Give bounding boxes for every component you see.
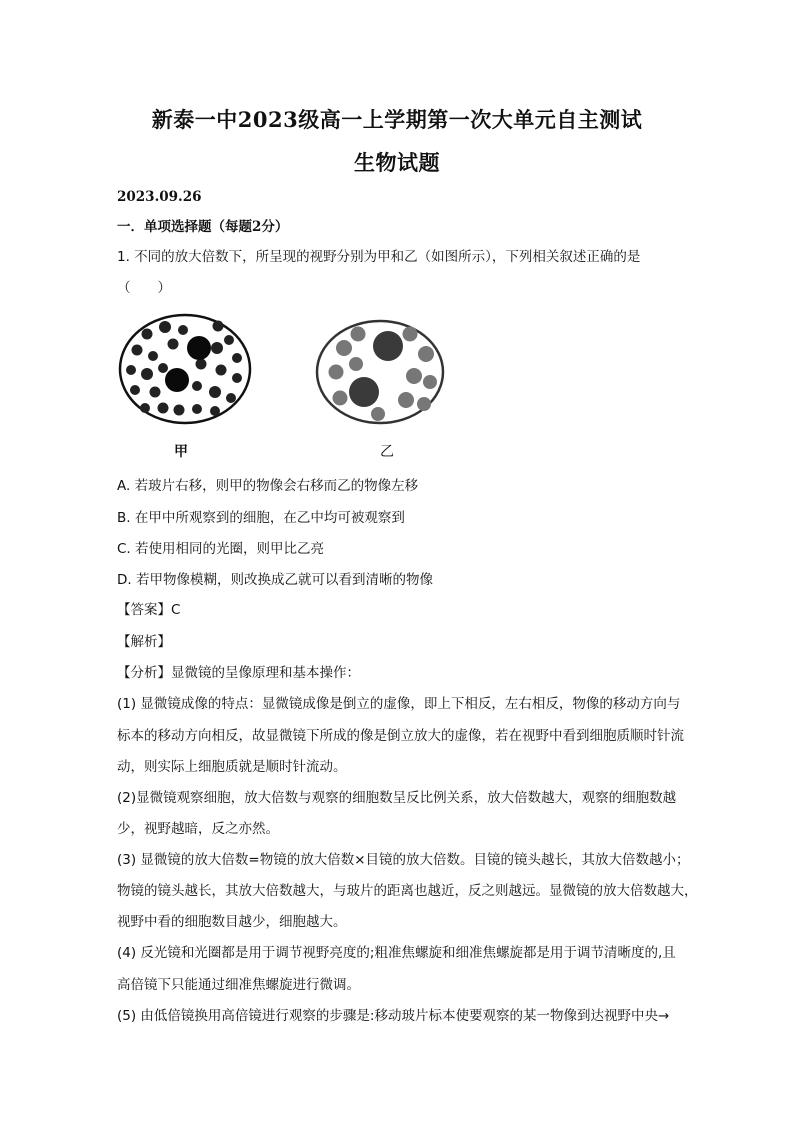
figure-label-b: 乙 [380,444,394,460]
option-a: A. 若玻片右移，则甲的物像会右移而乙的物像左移 [117,478,419,494]
analysis-line: 动，则实际上细胞质就是顺时针流动。 [117,759,347,775]
analysis-heading: 【解析】 [117,634,171,650]
question-stem: 1. 不同的放大倍数下，所呈现的视野分别为甲和乙（如图所示），下列相关叙述正确的是 [117,249,641,265]
section-heading: 一．单项选择题（每题2分） [117,219,289,235]
analysis-line: 少，视野越暗，反之亦然。 [117,821,279,837]
answer-line: 【答案】C [117,602,181,618]
analysis-line: (1) 显微镜成像的特点：显微镜成像是倒立的虚像，即上下相反，左右相反，物像的移动方向与 [117,696,681,712]
analysis-line: 物镜的镜头越长，其放大倍数越大，与玻片的距离也越近，反之则越远。显微镜的放大倍数越大， [117,883,698,899]
document-subtitle: 生物试题 [354,150,440,175]
question-blank: （ ） [117,280,171,296]
analysis-line: (3) 显微镜的放大倍数=物镜的放大倍数×目镜的放大倍数。目镜的镜头越长，其放大倍数越小； [117,852,690,868]
analysis-line: 【分析】显微镜的呈像原理和基本操作： [117,665,360,681]
analysis-line: (2)显微镜观察细胞，放大倍数与观察的细胞数呈反比例关系，放大倍数越大，观察的细胞数越 [117,790,677,806]
analysis-line: (5) 由低倍镜换用高倍镜进行观察的步骤是:移动玻片标本使要观察的某一物像到达视野中央→ [117,1008,670,1024]
analysis-line: 高倍镜下只能通过细准焦螺旋进行微调。 [117,977,360,993]
option-b: B. 在甲中所观察到的细胞，在乙中均可被观察到 [117,510,405,526]
analysis-line: (4) 反光镜和光圈都是用于调节视野亮度的;粗准焦螺旋和细准焦螺旋都是用于调节清晰度的,且 [117,945,676,961]
microscope-view-b [314,318,446,426]
microscope-view-a [117,312,253,426]
analysis-line: 标本的移动方向相反，故显微镜下所成的像是倒立放大的虚像，若在视野中看到细胞质顺时针流 [117,728,684,744]
document-title: 新泰一中2023级高一上学期第一次大单元自主测试 [151,107,643,132]
option-c: C. 若使用相同的光圈，则甲比乙亮 [117,541,325,557]
analysis-line: 视野中看的细胞数目越少，细胞越大。 [117,914,347,930]
figure-label-a: 甲 [174,444,188,460]
exam-date: 2023.09.26 [117,189,202,205]
option-d: D. 若甲物像模糊，则改换成乙就可以看到清晰的物像 [117,572,433,588]
